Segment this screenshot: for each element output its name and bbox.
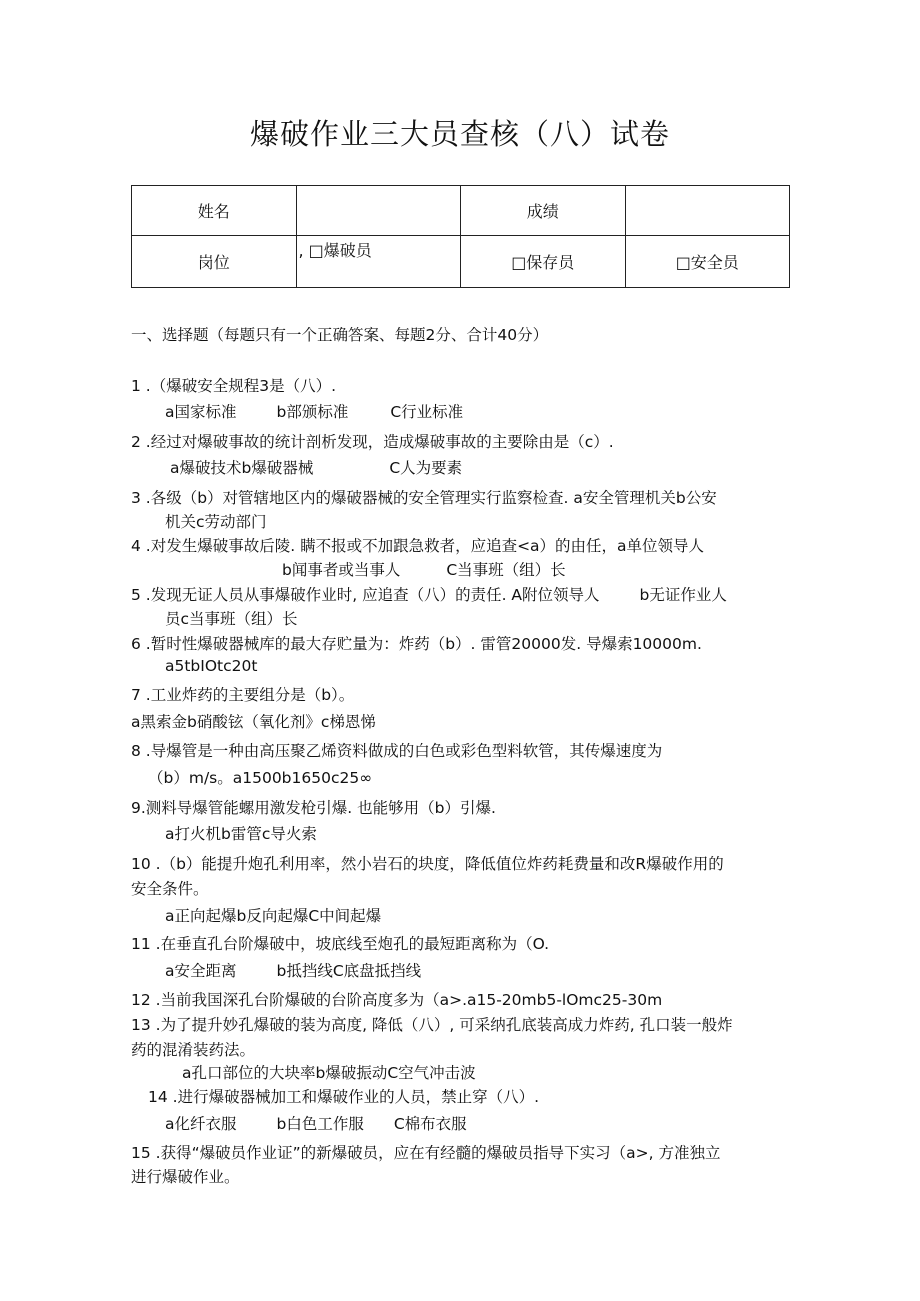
question-14-line-1: 14 .进行爆破器械加工和爆破作业的人员，禁止穿（八）. xyxy=(148,1088,540,1106)
question-8-line-1: 8 .导爆管是一种由高压聚乙烯资料做成的白色或彩色型料软管，其传爆速度为 xyxy=(131,742,663,760)
question-12-line-1: 12 .当前我国深孔台阶爆破的台阶高度多为（a>.a15-20mb5-lOmc25-30m xyxy=(131,991,663,1009)
question-2-stem: 2 .经过对爆破事故的统计剖析发现，造成爆破事故的主要除由是（c）. xyxy=(131,433,614,451)
position-option-blaster[interactable]: , □爆破员 xyxy=(296,236,461,288)
candidate-info-table xyxy=(131,185,790,288)
score-field[interactable] xyxy=(625,186,790,236)
question-10-line-2: 安全条件。 xyxy=(131,880,209,898)
question-15-line-2: 进行爆破作业。 xyxy=(131,1168,240,1186)
position-option-safety[interactable]: □安全员 xyxy=(625,236,790,288)
question-6-line-2: a5tbIOtc20t xyxy=(165,657,258,675)
question-13-line-2: 药的混淆装药法。 xyxy=(131,1041,256,1059)
name-label: 姓名 xyxy=(132,186,297,236)
question-11-option-a[interactable]: a安全距离 xyxy=(165,962,237,980)
question-14-option-a[interactable]: a化纤衣服 xyxy=(165,1115,237,1133)
question-9-line-2: a打火机b雷管c导火索 xyxy=(165,825,317,843)
question-10-line-3: a正向起爆b反向起爆C中间起爆 xyxy=(165,907,382,925)
question-2-option-c[interactable]: C人为要素 xyxy=(389,459,463,477)
question-11-line-1: 11 .在垂直孔台阶爆破中，坡底线至炮孔的最短距离称为（O. xyxy=(131,935,550,953)
question-6-line-1: 6 .暂时性爆破器械库的最大存贮量为：炸药（b）. 雷管20000发. 导爆索10000m. xyxy=(131,635,702,653)
section-heading: 一、选择题（每题只有一个正确答案、每题2分、合计40分） xyxy=(131,326,549,344)
question-8-line-2: （b）m/s。a1500b1650c25∞ xyxy=(148,769,373,787)
question-15-line-1: 15 .获得“爆破员作业证”的新爆破员，应在有经髓的爆破员指导下实习（a>, 方准独立 xyxy=(131,1144,721,1162)
question-13-line-1: 13 .为了提升妙孔爆破的装为高度, 降低（八）, 可采纳孔底装高成力炸药, 孔口装一般炸 xyxy=(131,1016,733,1034)
question-1-option-b[interactable]: b部颁标准 xyxy=(276,403,349,421)
question-1-stem: 1 .（爆破安全规程3是（八）. xyxy=(131,377,337,395)
question-3-line-2: 机关c劳动部门 xyxy=(165,513,267,531)
question-5-line-2: 员c当事班（组）长 xyxy=(165,610,298,628)
question-5-line-1 xyxy=(131,583,727,605)
question-13-line-3: a孔口部位的大块率b爆破振动C空气冲击波 xyxy=(182,1064,476,1082)
name-field[interactable] xyxy=(296,186,461,236)
question-3-line-1: 3 .各级（b）对管辖地区内的爆破器械的安全管理实行监察检查. a安全管理机关b公安 xyxy=(131,489,717,507)
position-label: 岗位 xyxy=(132,236,297,288)
question-4-option-b[interactable]: b闻事者或当事人 xyxy=(282,561,401,579)
question-1-option-c[interactable]: C行业标准 xyxy=(390,403,464,421)
question-14-option-c[interactable]: C棉布衣服 xyxy=(393,1115,467,1133)
question-9-line-1: 9.测料导爆管能螺用激发枪引爆. 也能够用（b）引爆. xyxy=(131,799,496,817)
question-5-stem: 5 .发现无证人员从事爆破作业时, 应追查（八）的责任. A附位领导人 xyxy=(131,586,600,604)
question-7-line-1: 7 .工业炸药的主要组分是（b）。 xyxy=(131,686,355,704)
question-1-option-a[interactable]: a国家标准 xyxy=(165,403,237,421)
question-14-options xyxy=(165,1112,467,1134)
question-4-options xyxy=(282,558,566,580)
question-7-line-2: a黑索金b硝酸铉（氧化剂》c梯恩悌 xyxy=(131,713,376,731)
question-1-options xyxy=(165,400,463,422)
question-2-options xyxy=(170,456,462,478)
question-4-line-1: 4 .对发生爆破事故后陵. 瞒不报或不加跟急救者，应追查<a）的由任，a单位领导人 xyxy=(131,537,705,555)
question-11-option-bc[interactable]: b抵挡线C底盘抵挡线 xyxy=(276,962,422,980)
question-5-option-b[interactable]: b无证作业人 xyxy=(639,586,727,604)
exam-title: 爆破作业三大员查核（八）试卷 xyxy=(249,117,670,151)
question-14-option-b[interactable]: b白色工作服 xyxy=(276,1115,364,1133)
question-10-line-1: 10 .（b）能提升炮孔利用率，然小岩石的块度，降低值位炸药耗费量和改R爆破作用的 xyxy=(131,855,724,873)
score-label: 成绩 xyxy=(461,186,626,236)
question-4-option-c[interactable]: C当事班（组）长 xyxy=(446,561,566,579)
question-2-option-ab[interactable]: a爆破技术b爆破器械 xyxy=(170,459,314,477)
position-option-keeper[interactable]: □保存员 xyxy=(461,236,626,288)
question-11-options xyxy=(165,959,421,981)
